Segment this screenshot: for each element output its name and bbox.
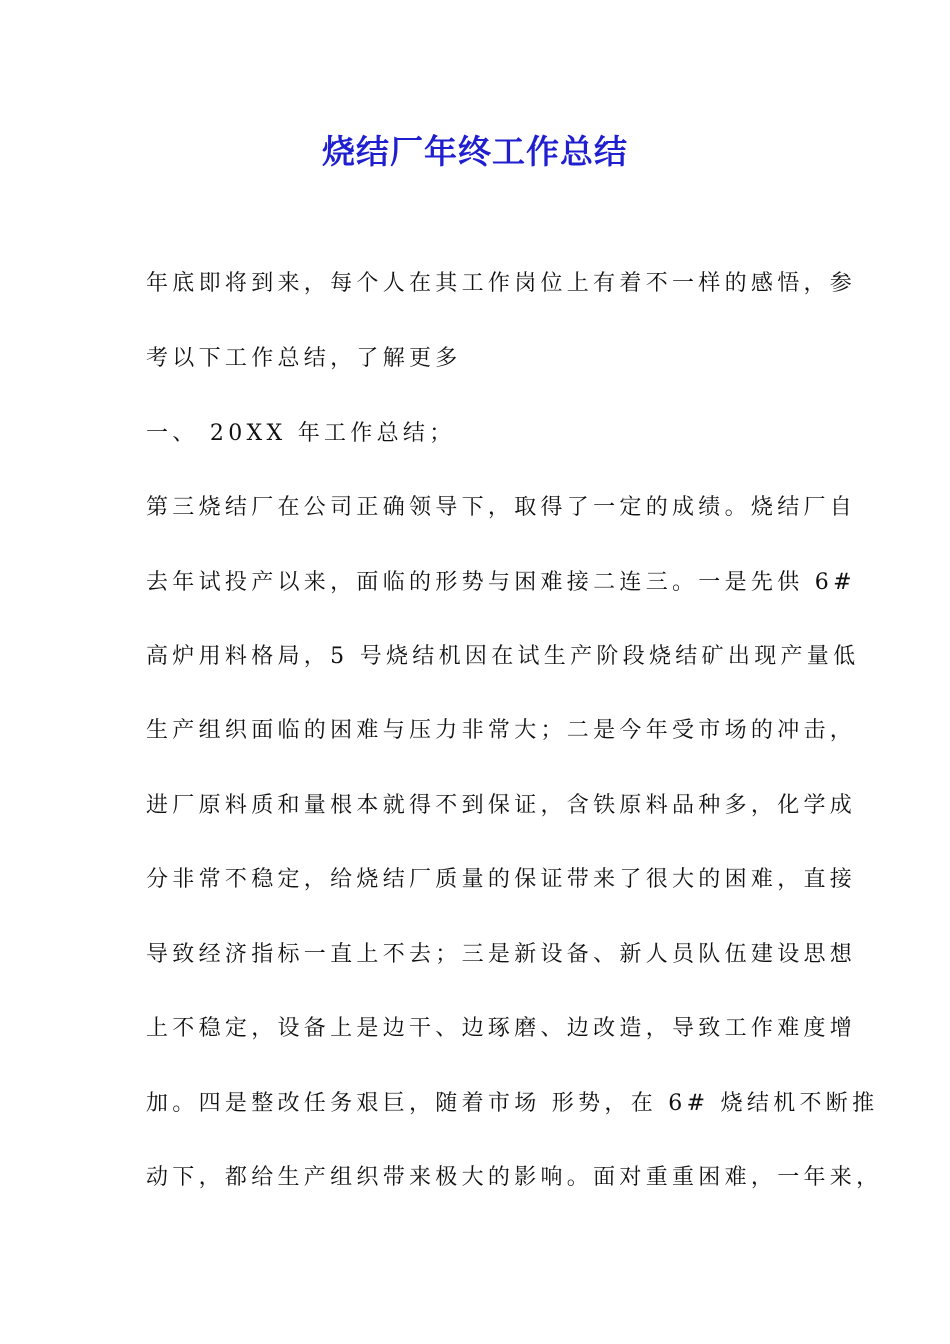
paragraph-line: 第三烧结厂在公司正确领导下，取得了一定的成绩。烧结厂自 <box>146 495 857 520</box>
paragraph-line: 进厂原料质和量根本就得不到保证，含铁原料品种多，化学成 <box>146 793 857 818</box>
paragraph-line: 加。四是整改任务艰巨，随着市场 形势，在 6# 烧结机不断推 <box>146 1091 879 1116</box>
paragraph-line: 分非常不稳定，给烧结厂质量的保证带来了很大的困难，直接 <box>146 867 857 892</box>
paragraph-line: 考以下工作总结，了解更多 <box>146 346 462 371</box>
paragraph-line: 高炉用料格局，5 号烧结机因在试生产阶段烧结矿出现产量低 <box>146 644 860 669</box>
paragraph-line: 年底即将到来，每个人在其工作岗位上有着不一样的感悟，参 <box>146 271 857 296</box>
paragraph-line: 动下，都给生产组织带来极大的影响。面对重重困难，一年来， <box>146 1165 883 1190</box>
paragraph-line: 去年试投产以来，面临的形势与困难接二连三。一是先供 6# <box>146 570 856 595</box>
paragraph-line: 生产组织面临的困难与压力非常大；二是今年受市场的冲击， <box>146 718 857 743</box>
section-heading: 一、 20XX 年工作总结； <box>146 421 456 446</box>
paragraph-line: 导致经济指标一直上不去；三是新设备、新人员队伍建设思想 <box>146 942 857 967</box>
paragraph-line: 上不稳定，设备上是边干、边琢磨、边改造，导致工作难度增 <box>146 1016 857 1041</box>
document-title: 烧结厂年终工作总结 <box>322 132 628 171</box>
